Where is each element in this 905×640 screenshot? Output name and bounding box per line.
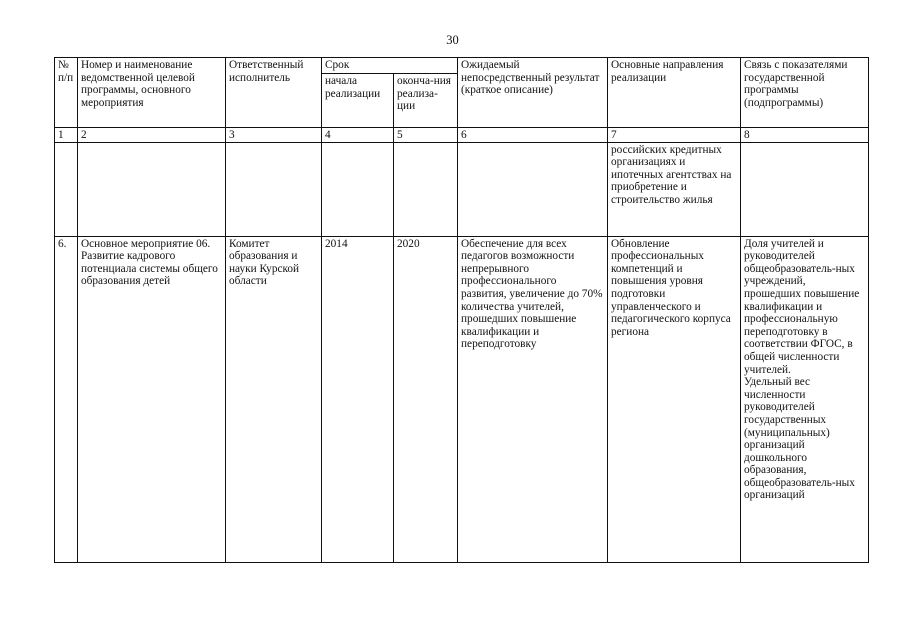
- header-start: начала реализации: [322, 74, 394, 128]
- header-indicators: Связь с показателями государственной программы (подпрограммы): [741, 58, 869, 128]
- end-year-cell: 2020: [394, 236, 458, 562]
- continuation-directions: российских кредитных организациях и ипотечных агентствах на приобретение и строительство жилья: [608, 142, 741, 236]
- header-num: № п/п: [55, 58, 78, 128]
- row-number: 6.: [55, 236, 78, 562]
- header-term: Срок: [322, 58, 458, 74]
- column-number: 5: [394, 128, 458, 143]
- column-number: 8: [741, 128, 869, 143]
- page-number: 30: [446, 33, 459, 47]
- expected-result-cell: Обеспечение для всех педагогов возможности непрерывного профессионального развития, увеличение до 70% количества учителей, прошедших повышение квалификации и переподготовку: [458, 236, 608, 562]
- program-table: [54, 57, 869, 563]
- table-row-6: [55, 236, 869, 562]
- column-number: 4: [322, 128, 394, 143]
- header-executor: Ответственный исполнитель: [226, 58, 322, 128]
- cell-empty: [322, 142, 394, 236]
- header-program-name: Номер и наименование ведомственной целевой программы, основного мероприятия: [78, 58, 226, 128]
- cell-empty: [226, 142, 322, 236]
- executor-cell: Комитет образования и науки Курской области: [226, 236, 322, 562]
- header-row: [55, 58, 869, 74]
- cell-empty: [55, 142, 78, 236]
- header-directions: Основные направления реализации: [608, 58, 741, 128]
- indicator-text-1: Доля учителей и руководителей общеобразователь-ных учреждений, прошедших повышение квалификации и профессиональную переподготовку в соответствии ФГОС, в общей численности учителей.: [744, 237, 860, 376]
- column-number: 3: [226, 128, 322, 143]
- continuation-row: [55, 142, 869, 236]
- program-name-cell: [78, 236, 226, 562]
- header-expected-result: Ожидаемый непосредственный результат (краткое описание): [458, 58, 608, 128]
- cell-empty: [458, 142, 608, 236]
- cell-empty: [394, 142, 458, 236]
- start-year-cell: 2014: [322, 236, 394, 562]
- cell-empty: [78, 142, 226, 236]
- column-number: 2: [78, 128, 226, 143]
- column-number: 1: [55, 128, 78, 143]
- indicator-text-2: Удельный вес численности руководителей государственных (муниципальных) организаций дошкольного образования, общеобразователь-ных организаций: [744, 376, 855, 502]
- directions-cell: Обновление профессиональных компетенций и повышения уровня подготовки управленческого и педагогического корпуса региона: [608, 236, 741, 562]
- column-number: 6: [458, 128, 608, 143]
- column-number: 7: [608, 128, 741, 143]
- indicators-cell: [741, 236, 869, 562]
- header-end: оконча-ния реализа-ции: [394, 74, 458, 128]
- column-number-row: [55, 128, 869, 143]
- program-name-line1: Основное мероприятие 06.: [81, 237, 211, 250]
- program-name-line2: Развитие кадрового потенциала системы общего образования детей: [81, 250, 218, 288]
- cell-empty: [741, 142, 869, 236]
